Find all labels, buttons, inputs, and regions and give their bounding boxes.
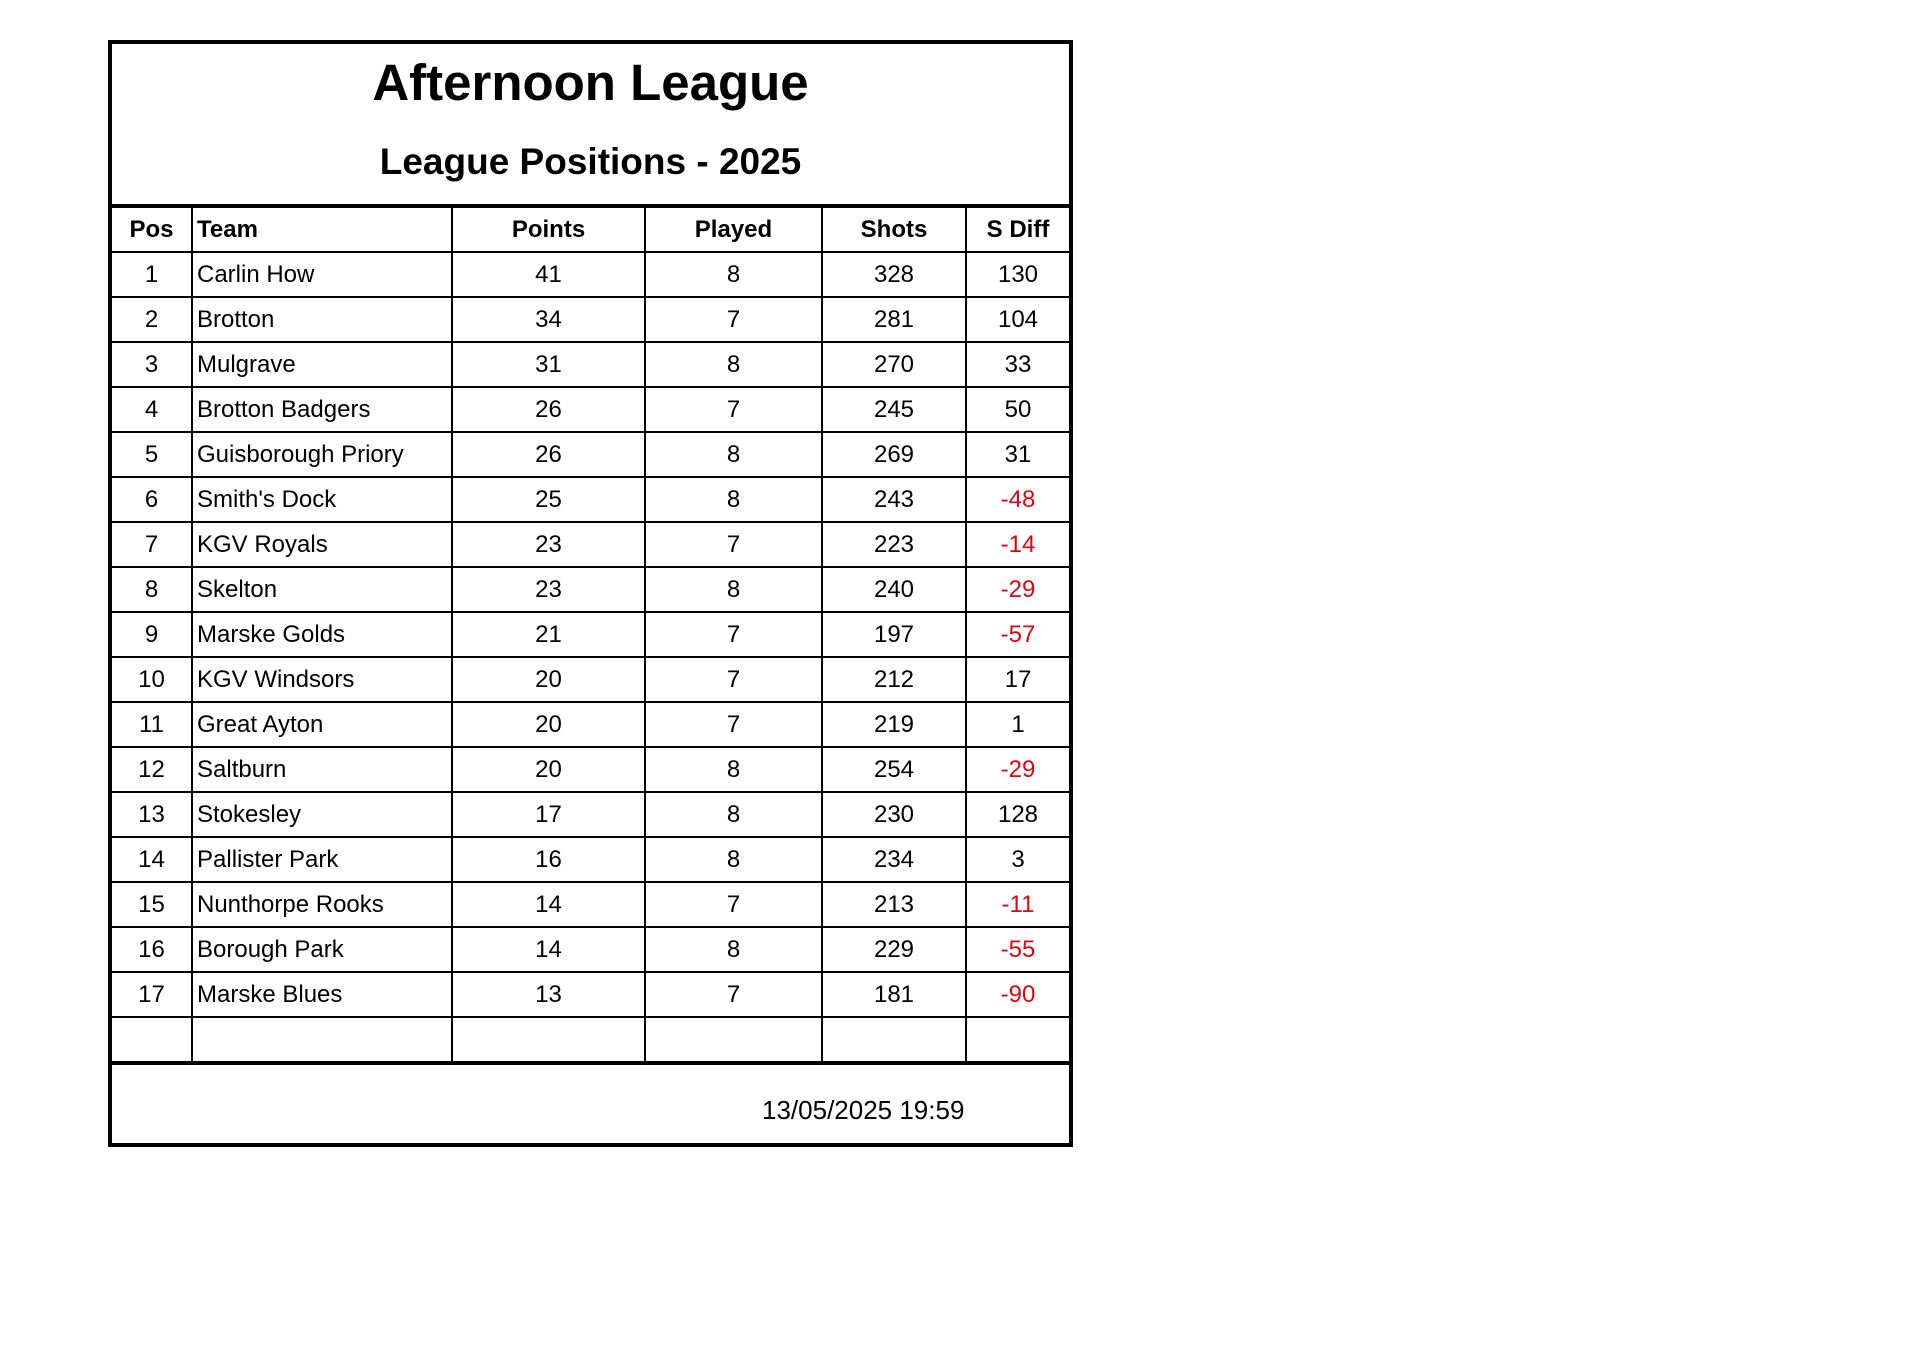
table-row <box>112 567 1069 612</box>
cell-points: 23 <box>452 522 645 567</box>
page-subtitle: League Positions - 2025 <box>379 141 802 182</box>
cell-shots: 219 <box>822 702 966 747</box>
col-header-pos: Pos <box>112 206 192 252</box>
table-row <box>112 747 1069 792</box>
cell-points: 25 <box>452 477 645 522</box>
cell-shots: 245 <box>822 387 966 432</box>
cell-sdiff: 3 <box>966 837 1069 882</box>
cell-pos: 12 <box>112 747 192 792</box>
cell-sdiff: 33 <box>966 342 1069 387</box>
cell-points: 20 <box>452 747 645 792</box>
cell-played: 8 <box>645 792 822 837</box>
table-row <box>112 792 1069 837</box>
cell-played: 8 <box>645 342 822 387</box>
cell-points: 26 <box>452 432 645 477</box>
cell-empty <box>822 1017 966 1063</box>
cell-team: Great Ayton <box>192 702 452 747</box>
cell-played: 8 <box>645 477 822 522</box>
cell-points: 17 <box>452 792 645 837</box>
table-row <box>112 387 1069 432</box>
cell-points: 13 <box>452 972 645 1017</box>
table-row <box>112 432 1069 477</box>
cell-played: 7 <box>645 522 822 567</box>
cell-team: Brotton <box>192 297 452 342</box>
cell-pos: 9 <box>112 612 192 657</box>
cell-played: 7 <box>645 297 822 342</box>
cell-team: Borough Park <box>192 927 452 972</box>
cell-sdiff: 128 <box>966 792 1069 837</box>
table-row <box>112 612 1069 657</box>
cell-played: 7 <box>645 387 822 432</box>
cell-sdiff: -29 <box>966 567 1069 612</box>
cell-played: 7 <box>645 882 822 927</box>
col-header-played: Played <box>645 206 822 252</box>
cell-shots: 213 <box>822 882 966 927</box>
col-header-team: Team <box>192 206 452 252</box>
cell-pos: 3 <box>112 342 192 387</box>
cell-pos: 15 <box>112 882 192 927</box>
cell-team: Stokesley <box>192 792 452 837</box>
cell-pos: 16 <box>112 927 192 972</box>
cell-points: 31 <box>452 342 645 387</box>
cell-sdiff: -48 <box>966 477 1069 522</box>
cell-sdiff: -57 <box>966 612 1069 657</box>
cell-played: 8 <box>645 927 822 972</box>
cell-team: Mulgrave <box>192 342 452 387</box>
cell-played: 8 <box>645 567 822 612</box>
cell-played: 7 <box>645 972 822 1017</box>
cell-team: Marske Blues <box>192 972 452 1017</box>
cell-team: KGV Windsors <box>192 657 452 702</box>
cell-points: 14 <box>452 882 645 927</box>
cell-shots: 223 <box>822 522 966 567</box>
cell-shots: 230 <box>822 792 966 837</box>
table-header-row <box>112 206 1069 252</box>
col-header-shots: Shots <box>822 206 966 252</box>
cell-pos: 4 <box>112 387 192 432</box>
table-row <box>112 882 1069 927</box>
cell-points: 23 <box>452 567 645 612</box>
cell-pos: 5 <box>112 432 192 477</box>
col-header-sdiff: S Diff <box>966 206 1069 252</box>
cell-empty <box>645 1017 822 1063</box>
cell-pos: 8 <box>112 567 192 612</box>
cell-team: Nunthorpe Rooks <box>192 882 452 927</box>
cell-team: KGV Royals <box>192 522 452 567</box>
cell-team: Smith's Dock <box>192 477 452 522</box>
cell-empty <box>192 1017 452 1063</box>
cell-shots: 328 <box>822 252 966 297</box>
table-row <box>112 297 1069 342</box>
cell-shots: 181 <box>822 972 966 1017</box>
cell-team: Marske Golds <box>192 612 452 657</box>
cell-points: 26 <box>452 387 645 432</box>
cell-played: 8 <box>645 252 822 297</box>
cell-points: 21 <box>452 612 645 657</box>
cell-team: Carlin How <box>192 252 452 297</box>
col-header-points: Points <box>452 206 645 252</box>
cell-sdiff: -11 <box>966 882 1069 927</box>
cell-played: 8 <box>645 432 822 477</box>
cell-team: Guisborough Priory <box>192 432 452 477</box>
cell-played: 7 <box>645 612 822 657</box>
cell-sdiff: -55 <box>966 927 1069 972</box>
table-row <box>112 522 1069 567</box>
cell-sdiff: -90 <box>966 972 1069 1017</box>
cell-team: Brotton Badgers <box>192 387 452 432</box>
updated-timestamp: 13/05/2025 19:59 <box>762 1095 965 1125</box>
cell-pos: 2 <box>112 297 192 342</box>
cell-empty <box>452 1017 645 1063</box>
cell-shots: 269 <box>822 432 966 477</box>
cell-sdiff: 1 <box>966 702 1069 747</box>
cell-points: 16 <box>452 837 645 882</box>
cell-team: Pallister Park <box>192 837 452 882</box>
cell-points: 41 <box>452 252 645 297</box>
cell-pos: 10 <box>112 657 192 702</box>
cell-sdiff: -14 <box>966 522 1069 567</box>
cell-pos: 7 <box>112 522 192 567</box>
cell-pos: 14 <box>112 837 192 882</box>
cell-shots: 212 <box>822 657 966 702</box>
cell-sdiff: 17 <box>966 657 1069 702</box>
table-row <box>112 702 1069 747</box>
cell-shots: 229 <box>822 927 966 972</box>
cell-sdiff: 50 <box>966 387 1069 432</box>
cell-shots: 270 <box>822 342 966 387</box>
cell-sdiff: -29 <box>966 747 1069 792</box>
cell-points: 34 <box>452 297 645 342</box>
cell-sdiff: 31 <box>966 432 1069 477</box>
cell-pos: 17 <box>112 972 192 1017</box>
cell-points: 20 <box>452 657 645 702</box>
table-row <box>112 252 1069 297</box>
cell-shots: 254 <box>822 747 966 792</box>
cell-points: 20 <box>452 702 645 747</box>
cell-pos: 1 <box>112 252 192 297</box>
cell-sdiff: 104 <box>966 297 1069 342</box>
cell-sdiff: 130 <box>966 252 1069 297</box>
cell-shots: 240 <box>822 567 966 612</box>
cell-played: 8 <box>645 747 822 792</box>
cell-shots: 197 <box>822 612 966 657</box>
page-title: Afternoon League <box>372 54 809 111</box>
table-row <box>112 477 1069 522</box>
table-row <box>112 342 1069 387</box>
table-row <box>112 657 1069 702</box>
cell-shots: 243 <box>822 477 966 522</box>
cell-shots: 234 <box>822 837 966 882</box>
table-row-empty <box>112 1017 1069 1063</box>
cell-empty <box>966 1017 1069 1063</box>
cell-shots: 281 <box>822 297 966 342</box>
cell-played: 8 <box>645 837 822 882</box>
table-row <box>112 837 1069 882</box>
cell-team: Skelton <box>192 567 452 612</box>
cell-pos: 13 <box>112 792 192 837</box>
cell-pos: 6 <box>112 477 192 522</box>
cell-empty <box>112 1017 192 1063</box>
cell-points: 14 <box>452 927 645 972</box>
cell-played: 7 <box>645 702 822 747</box>
cell-played: 7 <box>645 657 822 702</box>
cell-team: Saltburn <box>192 747 452 792</box>
table-row <box>112 972 1069 1017</box>
table-row <box>112 927 1069 972</box>
league-table <box>112 204 1069 1065</box>
league-sheet <box>108 40 1073 1147</box>
cell-pos: 11 <box>112 702 192 747</box>
